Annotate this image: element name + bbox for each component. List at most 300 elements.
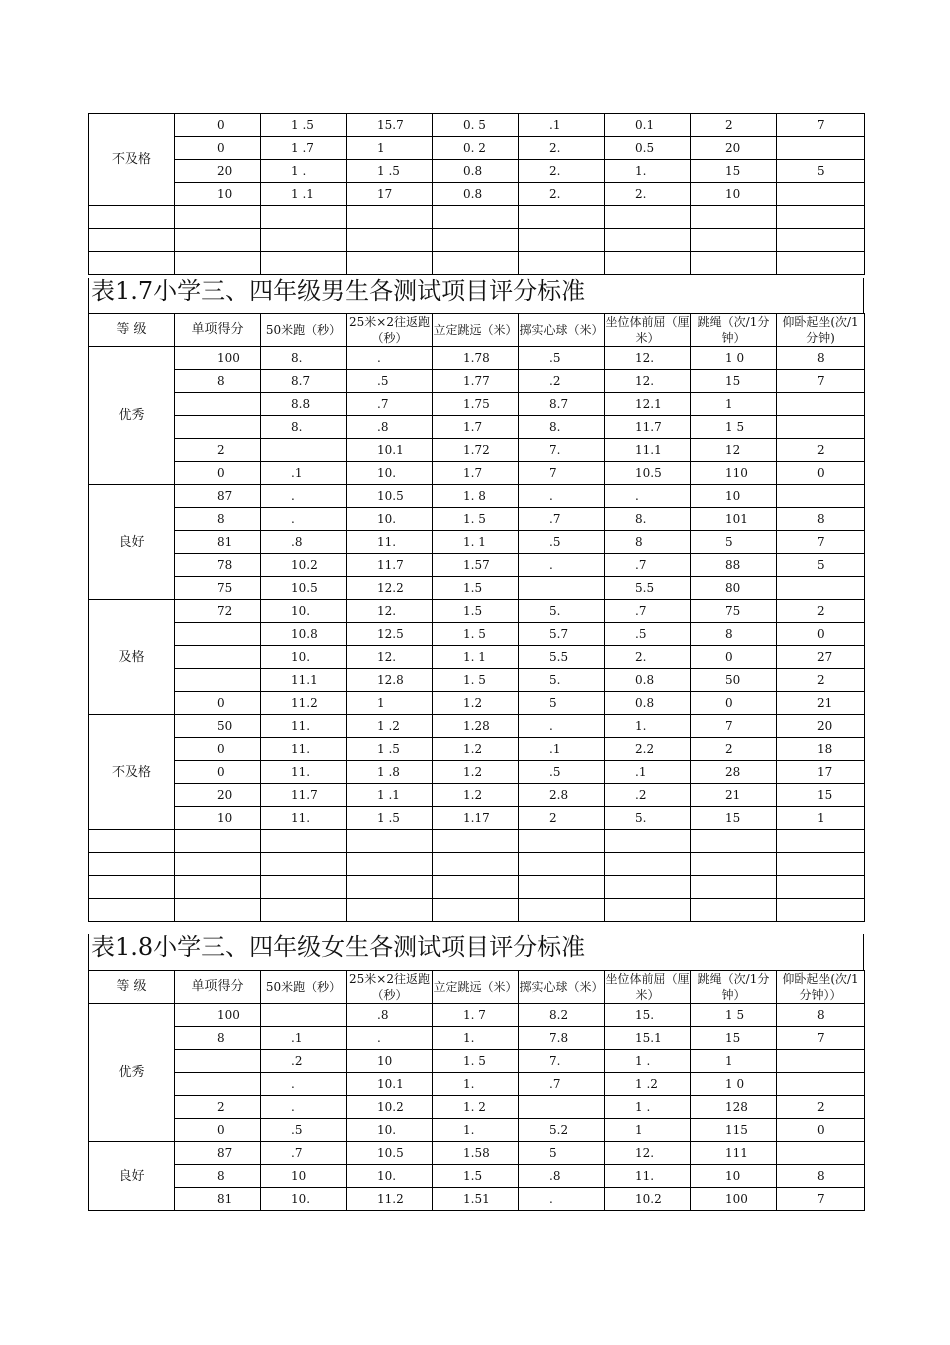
table-cell — [347, 137, 433, 160]
table-cell — [175, 347, 261, 370]
empty-cell — [691, 899, 777, 922]
cell-value: 5.7 — [549, 627, 569, 641]
table-cell — [433, 738, 519, 761]
cell-value: 50 — [217, 719, 233, 733]
table-cell — [605, 715, 691, 738]
table-cell — [605, 347, 691, 370]
table-cell — [777, 183, 865, 206]
table-cell — [777, 370, 865, 393]
cell-value: .5 — [549, 535, 561, 549]
cell-value: . — [291, 1100, 295, 1114]
cell-value: 2. — [549, 187, 561, 201]
cell-value: 15 — [725, 374, 741, 388]
empty-cell — [519, 830, 605, 853]
table-row — [89, 554, 865, 577]
cell-value: 12.2 — [377, 581, 404, 595]
cell-value: 1.5 — [463, 1169, 483, 1183]
table-cell — [261, 439, 347, 462]
cell-value: 10 — [725, 187, 741, 201]
cell-value: 8.7 — [291, 374, 311, 388]
table-cell — [605, 692, 691, 715]
table-cell — [261, 1188, 347, 1211]
table-cell — [519, 160, 605, 183]
cell-value: 81 — [217, 535, 233, 549]
cell-value: . — [291, 489, 295, 503]
column-header: 坐位体前屈（厘米） — [605, 972, 690, 1002]
table-cell — [175, 1119, 261, 1142]
cell-value: 1 .8 — [377, 765, 400, 779]
table-row — [89, 761, 865, 784]
table-row — [89, 347, 865, 370]
table-cell — [777, 1119, 865, 1142]
cell-value: 0 — [817, 627, 825, 641]
table-cell — [605, 370, 691, 393]
table-cell — [261, 347, 347, 370]
cell-value: .7 — [377, 397, 389, 411]
cell-value: 11.1 — [291, 673, 318, 687]
cell-value: 1.51 — [463, 1192, 490, 1206]
cell-value: 10.8 — [291, 627, 318, 641]
grade-label: 不及格 — [89, 114, 175, 206]
cell-value: 1.17 — [463, 811, 490, 825]
grade-label: 优秀 — [89, 347, 175, 485]
table-row — [89, 600, 865, 623]
table-row — [89, 137, 865, 160]
table-cell — [433, 784, 519, 807]
table-cell — [175, 439, 261, 462]
cell-value: 1 5 — [725, 420, 745, 434]
table-cell — [433, 114, 519, 137]
empty-row — [89, 252, 865, 275]
table-cell — [691, 1027, 777, 1050]
cell-value: 11. — [291, 811, 311, 825]
table-cell — [691, 807, 777, 830]
table-cell — [519, 1165, 605, 1188]
table-cell — [261, 1027, 347, 1050]
table-cell — [777, 137, 865, 160]
table-cell — [175, 370, 261, 393]
empty-cell — [347, 899, 433, 922]
cell-value: 1.2 — [463, 788, 483, 802]
table-cell — [261, 784, 347, 807]
table-cell — [777, 623, 865, 646]
table-row — [89, 485, 865, 508]
table-cell — [691, 1165, 777, 1188]
empty-cell — [175, 206, 261, 229]
table-cell — [691, 1073, 777, 1096]
cell-value: 10. — [377, 466, 397, 480]
table-cell — [175, 554, 261, 577]
empty-cell — [777, 853, 865, 876]
table-cell — [261, 1119, 347, 1142]
table-row — [89, 1142, 865, 1165]
cell-value: 78 — [217, 558, 233, 572]
cell-value: 0 — [217, 466, 225, 480]
table-row — [89, 1050, 865, 1073]
cell-value: .8 — [549, 1169, 561, 1183]
table-cell — [519, 600, 605, 623]
cell-value: 1 — [725, 397, 733, 411]
table-cell — [347, 738, 433, 761]
cell-value: 7.8 — [549, 1031, 569, 1045]
table-cell — [691, 508, 777, 531]
table-cell — [347, 393, 433, 416]
table-cell — [175, 485, 261, 508]
table-row — [89, 623, 865, 646]
table-cell — [175, 1096, 261, 1119]
table-cell — [605, 183, 691, 206]
table-cell — [261, 577, 347, 600]
table-cell — [175, 183, 261, 206]
table-cell — [519, 1096, 605, 1119]
cell-value: 5 — [817, 558, 825, 572]
empty-cell — [777, 876, 865, 899]
cell-value: 12.1 — [635, 397, 662, 411]
table-cell — [347, 416, 433, 439]
empty-cell — [519, 229, 605, 252]
table-cell — [347, 669, 433, 692]
table-cell — [691, 439, 777, 462]
table-cell — [691, 370, 777, 393]
cell-value: 0 — [217, 742, 225, 756]
cell-value: 2. — [635, 187, 647, 201]
cell-value: 5.2 — [549, 1123, 569, 1137]
table-cell — [175, 1142, 261, 1165]
cell-value: 1.57 — [463, 558, 490, 572]
table-cell — [433, 715, 519, 738]
table-cell — [519, 347, 605, 370]
cell-value: . — [635, 489, 639, 503]
column-header: 单项得分 — [175, 971, 261, 1004]
cell-value: 5.5 — [549, 650, 569, 664]
column-header: 单项得分 — [175, 314, 261, 347]
cell-value: 8 — [817, 1169, 825, 1183]
table-cell — [691, 600, 777, 623]
empty-row — [89, 876, 865, 899]
table-cell — [175, 1188, 261, 1211]
empty-cell — [691, 229, 777, 252]
empty-cell — [347, 876, 433, 899]
cell-value: 2 — [817, 604, 825, 618]
cell-value: 5. — [549, 673, 561, 687]
cell-value: 1 .5 — [377, 164, 400, 178]
empty-cell — [605, 876, 691, 899]
table-cell — [347, 646, 433, 669]
table-cell — [175, 1050, 261, 1073]
table-cell — [519, 393, 605, 416]
cell-value: 11. — [291, 719, 311, 733]
cell-value: 11.2 — [291, 696, 318, 710]
table-cell — [777, 393, 865, 416]
table-cell — [605, 508, 691, 531]
table-cell — [175, 1027, 261, 1050]
table-cell — [691, 1050, 777, 1073]
cell-value: 1.77 — [463, 374, 490, 388]
cell-value: 7 — [549, 466, 557, 480]
table-cell — [691, 1096, 777, 1119]
table-cell — [777, 1096, 865, 1119]
table-cell — [777, 531, 865, 554]
table-row — [89, 715, 865, 738]
grade-label: 良好 — [89, 1142, 175, 1211]
table-cell — [347, 462, 433, 485]
empty-cell — [261, 899, 347, 922]
cell-value: .7 — [291, 1146, 303, 1160]
cell-value: 1 .1 — [291, 187, 314, 201]
cell-value: 28 — [725, 765, 741, 779]
cell-value: 2 — [817, 443, 825, 457]
empty-row — [89, 853, 865, 876]
table-cell — [261, 761, 347, 784]
cell-value: . — [549, 558, 553, 572]
empty-cell — [175, 876, 261, 899]
cell-value: 21 — [817, 696, 833, 710]
table-cell — [605, 1096, 691, 1119]
cell-value: 7 — [817, 535, 825, 549]
cell-value: 1 0 — [725, 351, 745, 365]
table-cell — [175, 600, 261, 623]
cell-value: 1. — [635, 719, 647, 733]
cell-value: 50 — [725, 673, 741, 687]
table-a-title: 表1.7小学三、四年级男生各测试项目评分标准 — [88, 278, 864, 313]
table-cell — [347, 1096, 433, 1119]
cell-value: 1 — [635, 1123, 643, 1137]
table-cell — [175, 646, 261, 669]
cell-value: 1 .2 — [635, 1077, 658, 1091]
cell-value: 1 0 — [725, 1077, 745, 1091]
cell-value: .1 — [549, 118, 561, 132]
table-row — [89, 1004, 865, 1027]
table-row — [89, 393, 865, 416]
table-girls-score-standard — [88, 970, 865, 1211]
table-cell — [175, 462, 261, 485]
table-cell — [175, 508, 261, 531]
table-cell — [777, 160, 865, 183]
column-header: 跳绳（次/1分钟） — [691, 971, 777, 1004]
cell-value: 0 — [217, 118, 225, 132]
cell-value: 5 — [549, 696, 557, 710]
cell-value: 8. — [635, 512, 647, 526]
table-cell — [347, 715, 433, 738]
cell-value: 0 — [725, 696, 733, 710]
table-cell — [433, 439, 519, 462]
table-cell — [691, 646, 777, 669]
cell-value: 8.8 — [291, 397, 311, 411]
cell-value: 12. — [635, 351, 655, 365]
column-header: 掷实心球（米） — [519, 314, 605, 347]
cell-value: 5 — [725, 535, 733, 549]
cell-value: 75 — [217, 581, 233, 595]
empty-cell — [777, 899, 865, 922]
empty-cell — [175, 899, 261, 922]
table-cell — [777, 1027, 865, 1050]
empty-cell — [175, 229, 261, 252]
cell-value: 10.5 — [377, 1146, 404, 1160]
table-cell — [433, 646, 519, 669]
empty-cell — [691, 830, 777, 853]
table-cell — [777, 1004, 865, 1027]
cell-value: 2 — [725, 118, 733, 132]
table-cell — [519, 531, 605, 554]
cell-value: 11.1 — [635, 443, 662, 457]
table-cell — [605, 807, 691, 830]
cell-value: 5 — [817, 164, 825, 178]
table-cell — [175, 623, 261, 646]
table-cell — [519, 485, 605, 508]
cell-value: 1 . — [635, 1100, 651, 1114]
empty-row — [89, 229, 865, 252]
empty-cell — [777, 229, 865, 252]
empty-cell — [261, 876, 347, 899]
table-row — [89, 416, 865, 439]
cell-value: 10.2 — [291, 558, 318, 572]
table-cell — [605, 160, 691, 183]
table-row — [89, 370, 865, 393]
empty-cell — [691, 206, 777, 229]
table-cell — [175, 692, 261, 715]
table-cell — [175, 160, 261, 183]
cell-value: 0.8 — [635, 673, 655, 687]
table-cell — [347, 508, 433, 531]
empty-cell — [777, 830, 865, 853]
table-cell — [261, 1165, 347, 1188]
column-header: 立定跳远（米） — [433, 314, 519, 347]
empty-cell — [175, 853, 261, 876]
empty-cell — [605, 252, 691, 275]
cell-value: 7. — [549, 443, 561, 457]
cell-value: 12.5 — [377, 627, 404, 641]
cell-value: 1. 2 — [463, 1100, 486, 1114]
table-cell — [519, 784, 605, 807]
cell-value: 11.2 — [377, 1192, 404, 1206]
cell-value: .8 — [291, 535, 303, 549]
cell-value: 10.5 — [291, 581, 318, 595]
table-cell — [519, 1119, 605, 1142]
cell-value: 8 — [817, 512, 825, 526]
cell-value: 10. — [377, 1169, 397, 1183]
cell-value: 5 — [549, 1146, 557, 1160]
table-cell — [519, 137, 605, 160]
table-cell — [175, 1165, 261, 1188]
table-cell — [347, 531, 433, 554]
table-cell — [605, 1165, 691, 1188]
table-cell — [433, 807, 519, 830]
table-cell — [261, 462, 347, 485]
cell-value: 110 — [725, 466, 748, 480]
table-cell — [261, 137, 347, 160]
table-cell — [433, 554, 519, 577]
cell-value: 8 — [725, 627, 733, 641]
cell-value: 81 — [217, 1192, 233, 1206]
empty-cell — [519, 206, 605, 229]
table-cell — [347, 439, 433, 462]
table-row — [89, 439, 865, 462]
empty-cell — [347, 853, 433, 876]
table-cell — [347, 183, 433, 206]
cell-value: 1 .5 — [377, 811, 400, 825]
cell-value: 80 — [725, 581, 741, 595]
table-cell — [261, 183, 347, 206]
cell-value: 18 — [817, 742, 833, 756]
column-header: 50米跑（秒） — [261, 314, 347, 347]
table-cell — [347, 160, 433, 183]
cell-value: 10.1 — [377, 1077, 404, 1091]
table-cell — [519, 1050, 605, 1073]
table-cell — [433, 531, 519, 554]
empty-cell — [605, 206, 691, 229]
cell-value: 15.1 — [635, 1031, 662, 1045]
cell-value: 8.7 — [549, 397, 569, 411]
table-cell — [347, 1050, 433, 1073]
cell-value: 10. — [377, 1123, 397, 1137]
table-cell — [433, 761, 519, 784]
empty-cell — [777, 206, 865, 229]
cell-value: 0 — [817, 466, 825, 480]
cell-value: 1 . — [635, 1054, 651, 1068]
cell-value: 8 — [217, 374, 225, 388]
table-cell — [433, 1142, 519, 1165]
table-cell — [261, 1096, 347, 1119]
table-cell — [261, 1073, 347, 1096]
table-row — [89, 692, 865, 715]
table-row — [89, 114, 865, 137]
table-cell — [519, 577, 605, 600]
empty-cell — [519, 876, 605, 899]
table-cell — [433, 160, 519, 183]
cell-value: .2 — [635, 788, 647, 802]
cell-value: 10 — [217, 811, 233, 825]
cell-value: 0 — [217, 141, 225, 155]
cell-value: 7 — [817, 118, 825, 132]
cell-value: 8 — [635, 535, 643, 549]
cell-value: .7 — [549, 1077, 561, 1091]
cell-value: .5 — [291, 1123, 303, 1137]
table-cell — [605, 1050, 691, 1073]
cell-value: 10.5 — [635, 466, 662, 480]
table-cell — [777, 784, 865, 807]
cell-value: 11. — [291, 742, 311, 756]
table-cell — [519, 114, 605, 137]
cell-value: 11. — [377, 535, 397, 549]
cell-value: 10. — [291, 1192, 311, 1206]
table-cell — [519, 1004, 605, 1027]
table-cell — [691, 692, 777, 715]
empty-cell — [89, 853, 175, 876]
table-cell — [519, 1188, 605, 1211]
empty-cell — [261, 252, 347, 275]
table-cell — [777, 761, 865, 784]
table-cell — [777, 738, 865, 761]
table-cell — [605, 485, 691, 508]
cell-value: 87 — [217, 489, 233, 503]
cell-value: 8. — [291, 351, 303, 365]
table-cell — [519, 416, 605, 439]
cell-value: 1 5 — [725, 1008, 745, 1022]
cell-value: 87 — [217, 1146, 233, 1160]
table-cell — [605, 393, 691, 416]
cell-value: 15 — [725, 164, 741, 178]
table-cell — [691, 738, 777, 761]
table-cell — [519, 554, 605, 577]
cell-value: 1.58 — [463, 1146, 490, 1160]
column-header: 仰卧起坐(次/1分钟) — [777, 314, 865, 347]
table-cell — [519, 1027, 605, 1050]
table-cell — [605, 531, 691, 554]
column-header: 等 级 — [89, 971, 175, 1004]
table-row — [89, 183, 865, 206]
table-cell — [519, 1073, 605, 1096]
table-row — [89, 1119, 865, 1142]
